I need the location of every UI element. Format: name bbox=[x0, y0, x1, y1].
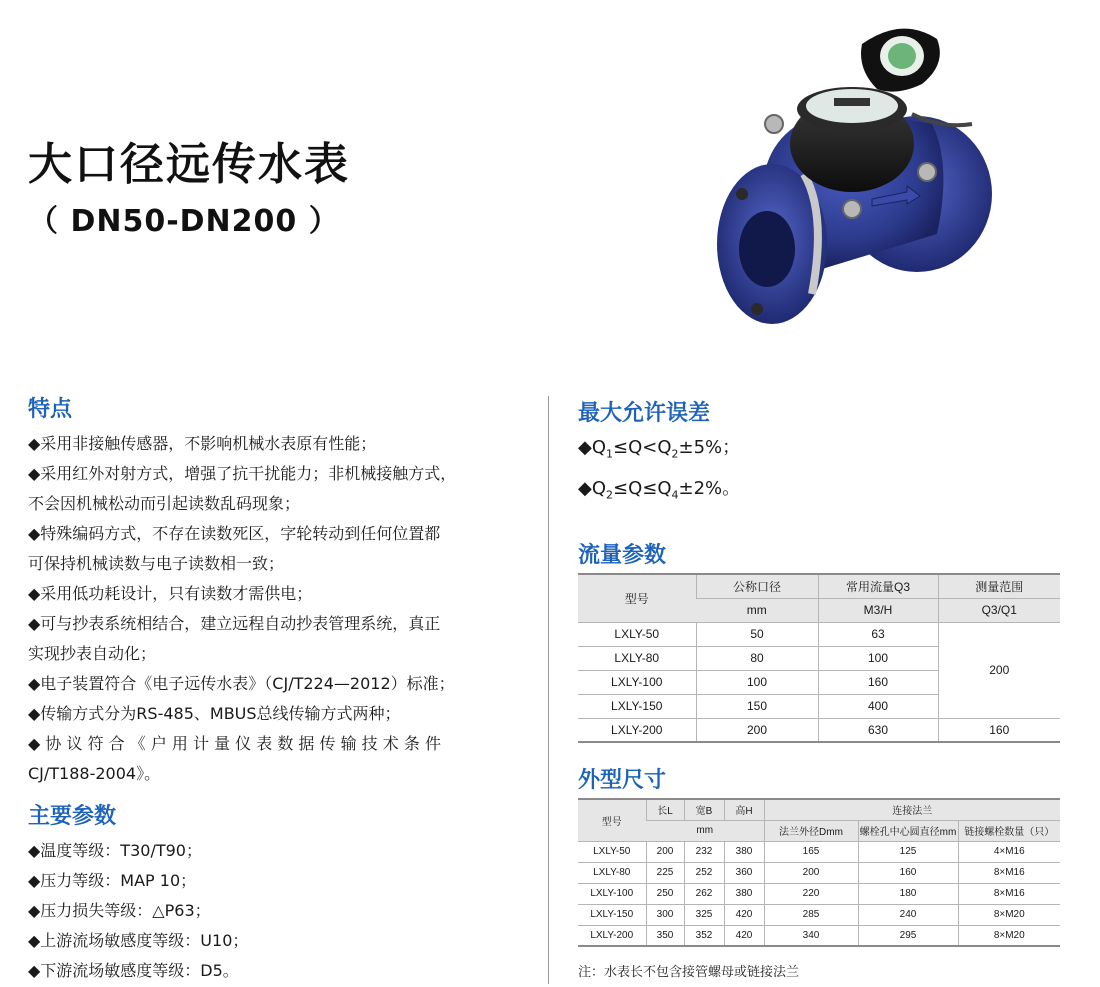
table-cell: 352 bbox=[684, 925, 724, 946]
table-cell: LXLY-100 bbox=[578, 670, 696, 694]
table-cell: 400 bbox=[818, 694, 938, 718]
table-cell: 100 bbox=[696, 670, 818, 694]
param-item: ◆压力等级：MAP 10； bbox=[28, 871, 197, 890]
table-cell: 8×M20 bbox=[958, 904, 1060, 925]
table-header: 法兰外径Dmm bbox=[764, 820, 858, 841]
table-cell: 250 bbox=[646, 883, 684, 904]
max-error-line-1: $◆Q_1\le Q<Q_2\pm 5\%$； bbox=[578, 437, 741, 461]
table-header: M3/H bbox=[818, 598, 938, 622]
table-cell: 420 bbox=[724, 904, 764, 925]
table-row bbox=[578, 883, 1060, 904]
table-header: mm bbox=[646, 820, 764, 841]
table-cell: LXLY-150 bbox=[578, 694, 696, 718]
feature-item: ◆采用低功耗设计，只有读数才需供电； bbox=[28, 584, 313, 603]
table-cell: LXLY-50 bbox=[578, 841, 646, 862]
max-error-line-2: $◆Q_2\le Q\le Q_4\pm 2\%$。 bbox=[578, 477, 741, 502]
feature-item: ◆采用非接触传感器，不影响机械水表原有性能； bbox=[28, 434, 377, 453]
page-title: 大口径远传水表 bbox=[28, 139, 350, 190]
dimensions-title: 外型尺寸 bbox=[578, 768, 667, 794]
table-cell: 295 bbox=[858, 925, 958, 946]
table-cell: 380 bbox=[724, 841, 764, 862]
table-cell: 125 bbox=[858, 841, 958, 862]
table-cell: 80 bbox=[696, 646, 818, 670]
feature-item: 实现抄表自动化； bbox=[28, 644, 157, 663]
feature-item: ◆电子装置符合《电子远传水表》（CJ/T224—2012）标准； bbox=[28, 674, 455, 693]
feature-item: CJ/T188-2004》。 bbox=[28, 764, 161, 783]
table-cell: 380 bbox=[724, 883, 764, 904]
param-item: ◆压力损失等级：△P63； bbox=[28, 901, 211, 920]
features-list bbox=[28, 429, 520, 789]
right-column bbox=[578, 396, 1060, 980]
flow-params-title: 流量参数 bbox=[578, 543, 667, 569]
feature-item: 可保持机械读数与电子读数相一致； bbox=[28, 554, 285, 573]
table-cell: 220 bbox=[764, 883, 858, 904]
table-cell: 165 bbox=[764, 841, 858, 862]
left-column bbox=[28, 392, 520, 986]
table-header: 测量范围 bbox=[938, 574, 1060, 598]
table-cell: 350 bbox=[646, 925, 684, 946]
table-header: 链接螺栓数量（只） bbox=[958, 820, 1060, 841]
table-cell: 100 bbox=[818, 646, 938, 670]
flow-params-table bbox=[578, 573, 1060, 743]
table-cell: LXLY-80 bbox=[578, 862, 646, 883]
page-subtitle: （ DN50-DN200 ） bbox=[28, 204, 340, 239]
table-cell: 325 bbox=[684, 904, 724, 925]
table-header: Q3/Q1 bbox=[938, 598, 1060, 622]
table-cell: 50 bbox=[696, 622, 818, 646]
feature-item: ◆特殊编码方式，不存在读数死区，字轮转动到任何位置都 bbox=[28, 524, 441, 543]
table-cell: LXLY-200 bbox=[578, 925, 646, 946]
table-cell: 8×M16 bbox=[958, 883, 1060, 904]
table-cell: 160 bbox=[818, 670, 938, 694]
max-error-title: 最大允许误差 bbox=[578, 401, 711, 426]
main-params-list bbox=[28, 836, 520, 986]
table-cell: 285 bbox=[764, 904, 858, 925]
table-cell: 232 bbox=[684, 841, 724, 862]
table-cell: 240 bbox=[858, 904, 958, 925]
table-cell: 300 bbox=[646, 904, 684, 925]
table-row bbox=[578, 622, 1060, 646]
table-header: 宽B bbox=[684, 799, 724, 820]
table-cell: LXLY-50 bbox=[578, 622, 696, 646]
table-cell: LXLY-150 bbox=[578, 904, 646, 925]
table-cell: 225 bbox=[646, 862, 684, 883]
table-header: 常用流量Q3 bbox=[818, 574, 938, 598]
water-meter-product-image bbox=[712, 14, 1002, 326]
feature-item: ◆采用红外对射方式，增强了抗干扰能力；非机械接触方式， bbox=[28, 464, 457, 483]
dimensions-table bbox=[578, 798, 1060, 947]
table-cell: 160 bbox=[938, 718, 1060, 742]
table-row bbox=[578, 925, 1060, 946]
table-header: 高H bbox=[724, 799, 764, 820]
feature-item: ◆可与抄表系统相结合，建立远程自动抄表管理系统，真正 bbox=[28, 614, 441, 633]
param-item: ◆温度等级：T30/T90； bbox=[28, 841, 202, 860]
table-row bbox=[578, 841, 1060, 862]
main-params-title: 主要参数 bbox=[28, 804, 117, 829]
table-row bbox=[578, 718, 1060, 742]
table-cell: LXLY-200 bbox=[578, 718, 696, 742]
table-header: 型号 bbox=[578, 799, 646, 841]
table-cell: 360 bbox=[724, 862, 764, 883]
param-item: ◆下游流场敏感度等级：D5。 bbox=[28, 961, 239, 980]
param-item: ◆上游流场敏感度等级：U10； bbox=[28, 931, 249, 950]
table-cell: 200 bbox=[646, 841, 684, 862]
table-cell: 63 bbox=[818, 622, 938, 646]
table-cell: LXLY-80 bbox=[578, 646, 696, 670]
table-cell: 8×M20 bbox=[958, 925, 1060, 946]
table-cell: LXLY-100 bbox=[578, 883, 646, 904]
table-header: 长L bbox=[646, 799, 684, 820]
table-cell: 262 bbox=[684, 883, 724, 904]
table-header: mm bbox=[696, 598, 818, 622]
table-row bbox=[578, 862, 1060, 883]
table-cell: 200 bbox=[696, 718, 818, 742]
table-cell: 420 bbox=[724, 925, 764, 946]
table-cell: 200 bbox=[764, 862, 858, 883]
table-row bbox=[578, 904, 1060, 925]
features-title: 特点 bbox=[28, 397, 73, 422]
feature-item: ◆ 协 议 符 合 《 户 用 计 量 仪 表 数 据 传 输 技 术 条 件 bbox=[28, 734, 441, 753]
table-cell: 630 bbox=[818, 718, 938, 742]
table-cell: 252 bbox=[684, 862, 724, 883]
table-header: 型号 bbox=[578, 574, 696, 622]
table-cell: 4×M16 bbox=[958, 841, 1060, 862]
table-cell: 150 bbox=[696, 694, 818, 718]
table-cell: 200 bbox=[938, 622, 1060, 718]
dimensions-note: 注：水表长不包含接管螺母或链接法兰 bbox=[578, 965, 800, 981]
table-header: 连接法兰 bbox=[764, 799, 1060, 820]
table-cell: 180 bbox=[858, 883, 958, 904]
table-cell: 8×M16 bbox=[958, 862, 1060, 883]
table-cell: 340 bbox=[764, 925, 858, 946]
table-header: 螺栓孔中心圆直径mm bbox=[858, 820, 958, 841]
column-divider bbox=[548, 396, 549, 984]
feature-item: 不会因机械松动而引起读数乱码现象； bbox=[28, 494, 301, 513]
table-cell: 160 bbox=[858, 862, 958, 883]
table-header: 公称口径 bbox=[696, 574, 818, 598]
feature-item: ◆传输方式分为RS-485、MBUS总线传输方式两种； bbox=[28, 704, 401, 723]
